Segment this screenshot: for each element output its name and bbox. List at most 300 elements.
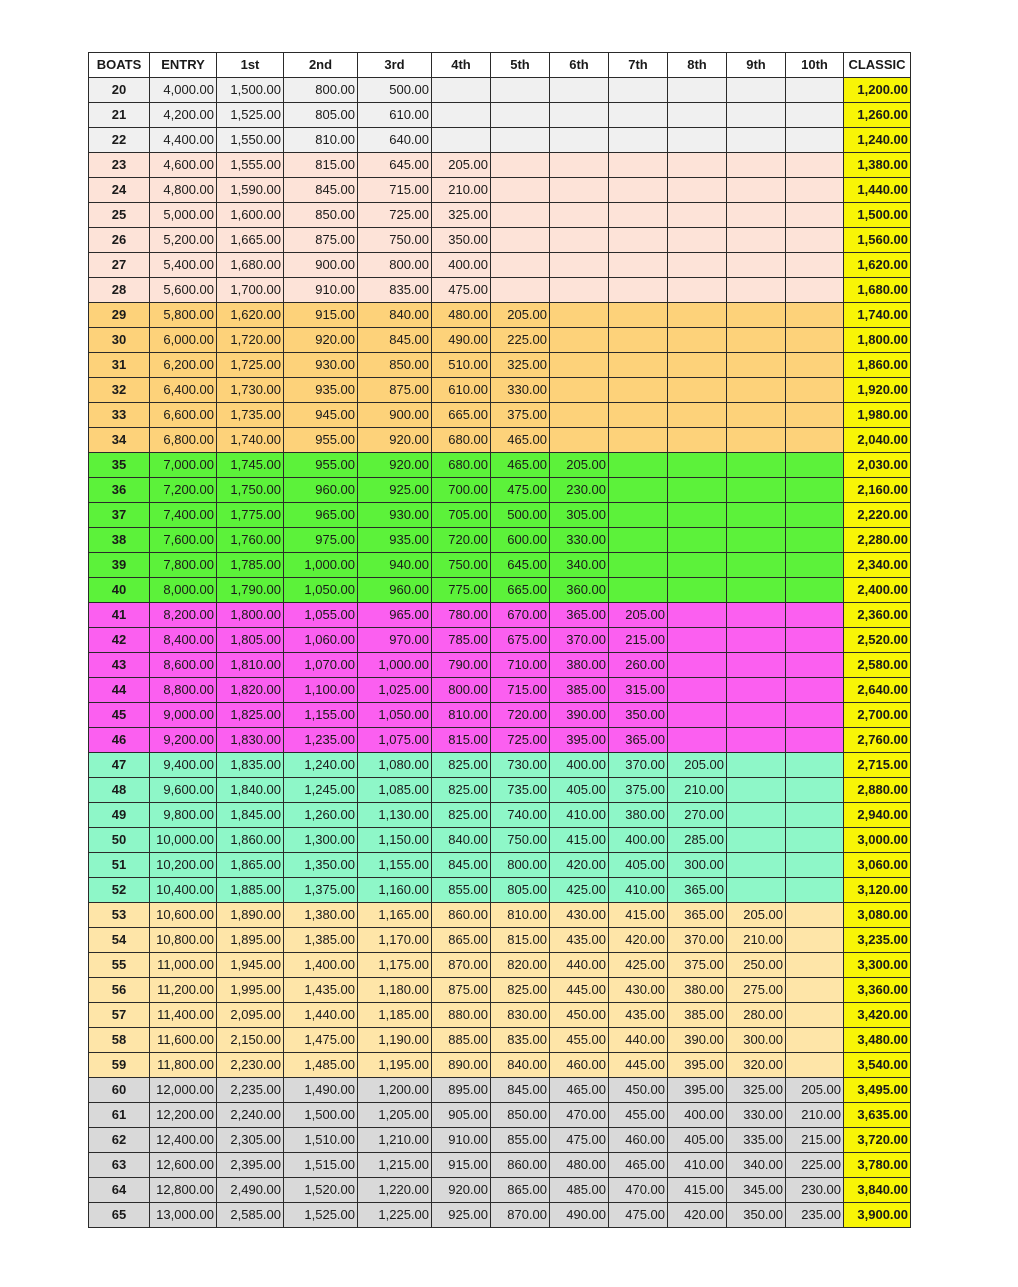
boats-cell: 60 [89,1078,150,1103]
table-row [89,353,911,378]
5th-cell: 375.00 [491,403,550,428]
6th-cell: 365.00 [550,603,609,628]
2nd-cell: 1,510.00 [284,1128,358,1153]
5th-cell: 325.00 [491,353,550,378]
8th-cell [668,478,727,503]
8th-cell [668,553,727,578]
10th-cell [786,953,844,978]
2nd-cell: 1,055.00 [284,603,358,628]
header-3rd: 3rd [358,53,432,78]
10th-cell [786,403,844,428]
3rd-cell: 715.00 [358,178,432,203]
boats-cell: 63 [89,1153,150,1178]
9th-cell: 340.00 [727,1153,786,1178]
3rd-cell: 965.00 [358,603,432,628]
9th-cell [727,728,786,753]
table-row [89,328,911,353]
classic-cell: 1,240.00 [844,128,911,153]
table-row [89,903,911,928]
classic-cell: 2,160.00 [844,478,911,503]
1st-cell: 1,860.00 [217,828,284,853]
7th-cell [609,578,668,603]
10th-cell [786,503,844,528]
classic-cell: 2,400.00 [844,578,911,603]
10th-cell [786,378,844,403]
classic-cell: 2,940.00 [844,803,911,828]
10th-cell [786,1053,844,1078]
entry-cell: 4,000.00 [150,78,217,103]
5th-cell: 465.00 [491,428,550,453]
8th-cell: 285.00 [668,828,727,853]
5th-cell [491,278,550,303]
6th-cell [550,303,609,328]
boats-cell: 36 [89,478,150,503]
classic-cell: 2,360.00 [844,603,911,628]
8th-cell: 300.00 [668,853,727,878]
3rd-cell: 1,190.00 [358,1028,432,1053]
classic-cell: 3,120.00 [844,878,911,903]
9th-cell [727,303,786,328]
5th-cell [491,103,550,128]
3rd-cell: 1,200.00 [358,1078,432,1103]
3rd-cell: 1,160.00 [358,878,432,903]
10th-cell [786,628,844,653]
entry-cell: 12,400.00 [150,1128,217,1153]
entry-cell: 4,600.00 [150,153,217,178]
7th-cell: 375.00 [609,778,668,803]
5th-cell: 720.00 [491,703,550,728]
1st-cell: 1,785.00 [217,553,284,578]
classic-cell: 3,540.00 [844,1053,911,1078]
boats-cell: 59 [89,1053,150,1078]
6th-cell: 405.00 [550,778,609,803]
entry-cell: 10,800.00 [150,928,217,953]
4th-cell: 825.00 [432,803,491,828]
classic-cell: 3,635.00 [844,1103,911,1128]
classic-cell: 3,060.00 [844,853,911,878]
entry-cell: 5,400.00 [150,253,217,278]
table-row [89,528,911,553]
2nd-cell: 1,525.00 [284,1203,358,1228]
9th-cell [727,278,786,303]
8th-cell [668,78,727,103]
5th-cell: 805.00 [491,878,550,903]
7th-cell: 410.00 [609,878,668,903]
10th-cell [786,803,844,828]
6th-cell: 455.00 [550,1028,609,1053]
4th-cell: 800.00 [432,678,491,703]
1st-cell: 1,700.00 [217,278,284,303]
entry-cell: 10,000.00 [150,828,217,853]
7th-cell: 215.00 [609,628,668,653]
table-row [89,503,911,528]
boats-cell: 35 [89,453,150,478]
8th-cell: 410.00 [668,1153,727,1178]
entry-cell: 7,200.00 [150,478,217,503]
8th-cell [668,353,727,378]
table-row [89,153,911,178]
1st-cell: 1,995.00 [217,978,284,1003]
6th-cell [550,378,609,403]
1st-cell: 1,885.00 [217,878,284,903]
1st-cell: 1,820.00 [217,678,284,703]
7th-cell: 380.00 [609,803,668,828]
2nd-cell: 1,060.00 [284,628,358,653]
header-6th: 6th [550,53,609,78]
6th-cell: 385.00 [550,678,609,703]
classic-cell: 2,220.00 [844,503,911,528]
boats-cell: 31 [89,353,150,378]
4th-cell: 475.00 [432,278,491,303]
5th-cell [491,78,550,103]
boats-cell: 55 [89,953,150,978]
classic-cell: 1,800.00 [844,328,911,353]
classic-cell: 2,280.00 [844,528,911,553]
table-row [89,78,911,103]
classic-cell: 3,080.00 [844,903,911,928]
3rd-cell: 960.00 [358,578,432,603]
3rd-cell: 845.00 [358,328,432,353]
table-row [89,278,911,303]
boats-cell: 22 [89,128,150,153]
5th-cell: 725.00 [491,728,550,753]
2nd-cell: 955.00 [284,453,358,478]
4th-cell: 700.00 [432,478,491,503]
1st-cell: 1,620.00 [217,303,284,328]
table-row [89,878,911,903]
entry-cell: 13,000.00 [150,1203,217,1228]
header-7th: 7th [609,53,668,78]
entry-cell: 10,400.00 [150,878,217,903]
8th-cell [668,128,727,153]
10th-cell [786,653,844,678]
entry-cell: 9,400.00 [150,753,217,778]
4th-cell: 825.00 [432,753,491,778]
6th-cell: 450.00 [550,1003,609,1028]
10th-cell [786,578,844,603]
9th-cell [727,678,786,703]
5th-cell: 465.00 [491,453,550,478]
table-row [89,303,911,328]
entry-cell: 7,600.00 [150,528,217,553]
8th-cell [668,178,727,203]
2nd-cell: 1,245.00 [284,778,358,803]
header-5th: 5th [491,53,550,78]
boats-cell: 61 [89,1103,150,1128]
10th-cell [786,478,844,503]
7th-cell: 420.00 [609,928,668,953]
boats-cell: 33 [89,403,150,428]
table-row [89,478,911,503]
classic-cell: 1,200.00 [844,78,911,103]
5th-cell: 330.00 [491,378,550,403]
8th-cell: 375.00 [668,953,727,978]
boats-cell: 50 [89,828,150,853]
classic-cell: 3,000.00 [844,828,911,853]
6th-cell: 420.00 [550,853,609,878]
9th-cell: 330.00 [727,1103,786,1128]
table-row [89,1203,911,1228]
table-row [89,1103,911,1128]
classic-cell: 3,420.00 [844,1003,911,1028]
1st-cell: 1,600.00 [217,203,284,228]
8th-cell: 420.00 [668,1203,727,1228]
7th-cell: 415.00 [609,903,668,928]
9th-cell [727,178,786,203]
3rd-cell: 1,215.00 [358,1153,432,1178]
header-10th: 10th [786,53,844,78]
table-row [89,928,911,953]
entry-cell: 11,400.00 [150,1003,217,1028]
table-row [89,728,911,753]
4th-cell: 780.00 [432,603,491,628]
5th-cell: 475.00 [491,478,550,503]
3rd-cell: 840.00 [358,303,432,328]
4th-cell: 855.00 [432,878,491,903]
4th-cell: 925.00 [432,1203,491,1228]
5th-cell: 845.00 [491,1078,550,1103]
3rd-cell: 1,050.00 [358,703,432,728]
4th-cell: 510.00 [432,353,491,378]
10th-cell [786,853,844,878]
8th-cell [668,503,727,528]
classic-cell: 3,300.00 [844,953,911,978]
boats-cell: 23 [89,153,150,178]
9th-cell [727,328,786,353]
entry-cell: 8,800.00 [150,678,217,703]
entry-cell: 11,800.00 [150,1053,217,1078]
9th-cell [727,778,786,803]
5th-cell: 735.00 [491,778,550,803]
8th-cell [668,728,727,753]
2nd-cell: 935.00 [284,378,358,403]
2nd-cell: 945.00 [284,403,358,428]
boats-cell: 65 [89,1203,150,1228]
10th-cell [786,153,844,178]
entry-cell: 4,400.00 [150,128,217,153]
1st-cell: 1,805.00 [217,628,284,653]
4th-cell: 915.00 [432,1153,491,1178]
4th-cell: 870.00 [432,953,491,978]
5th-cell: 825.00 [491,978,550,1003]
table-row [89,578,911,603]
boats-cell: 25 [89,203,150,228]
7th-cell [609,503,668,528]
8th-cell [668,103,727,128]
1st-cell: 1,555.00 [217,153,284,178]
7th-cell [609,453,668,478]
entry-cell: 5,200.00 [150,228,217,253]
classic-cell: 3,360.00 [844,978,911,1003]
entry-cell: 4,200.00 [150,103,217,128]
6th-cell: 330.00 [550,528,609,553]
4th-cell: 610.00 [432,378,491,403]
classic-cell: 1,860.00 [844,353,911,378]
table-row [89,1178,911,1203]
header-boats: BOATS [89,53,150,78]
10th-cell [786,928,844,953]
4th-cell: 825.00 [432,778,491,803]
5th-cell: 670.00 [491,603,550,628]
entry-cell: 9,600.00 [150,778,217,803]
classic-cell: 3,480.00 [844,1028,911,1053]
boats-cell: 54 [89,928,150,953]
9th-cell: 345.00 [727,1178,786,1203]
boats-cell: 34 [89,428,150,453]
5th-cell: 830.00 [491,1003,550,1028]
boats-cell: 46 [89,728,150,753]
10th-cell [786,528,844,553]
classic-cell: 1,980.00 [844,403,911,428]
3rd-cell: 1,185.00 [358,1003,432,1028]
2nd-cell: 1,440.00 [284,1003,358,1028]
table-row [89,603,911,628]
8th-cell [668,328,727,353]
2nd-cell: 1,380.00 [284,903,358,928]
1st-cell: 2,490.00 [217,1178,284,1203]
1st-cell: 1,740.00 [217,428,284,453]
6th-cell [550,153,609,178]
boats-cell: 44 [89,678,150,703]
5th-cell: 675.00 [491,628,550,653]
classic-cell: 2,030.00 [844,453,911,478]
3rd-cell: 800.00 [358,253,432,278]
1st-cell: 2,395.00 [217,1153,284,1178]
classic-cell: 2,640.00 [844,678,911,703]
6th-cell [550,228,609,253]
2nd-cell: 850.00 [284,203,358,228]
8th-cell [668,603,727,628]
10th-cell [786,828,844,853]
3rd-cell: 645.00 [358,153,432,178]
10th-cell [786,103,844,128]
table-row [89,428,911,453]
classic-cell: 3,900.00 [844,1203,911,1228]
2nd-cell: 1,475.00 [284,1028,358,1053]
1st-cell: 1,590.00 [217,178,284,203]
5th-cell [491,178,550,203]
9th-cell: 325.00 [727,1078,786,1103]
10th-cell [786,228,844,253]
boats-cell: 42 [89,628,150,653]
1st-cell: 1,895.00 [217,928,284,953]
3rd-cell: 940.00 [358,553,432,578]
2nd-cell: 930.00 [284,353,358,378]
6th-cell [550,353,609,378]
10th-cell [786,353,844,378]
4th-cell: 350.00 [432,228,491,253]
2nd-cell: 960.00 [284,478,358,503]
9th-cell: 320.00 [727,1053,786,1078]
2nd-cell: 1,385.00 [284,928,358,953]
9th-cell [727,878,786,903]
10th-cell [786,203,844,228]
table-row [89,853,911,878]
8th-cell: 400.00 [668,1103,727,1128]
3rd-cell: 920.00 [358,453,432,478]
4th-cell: 875.00 [432,978,491,1003]
entry-cell: 6,200.00 [150,353,217,378]
4th-cell [432,103,491,128]
entry-cell: 12,600.00 [150,1153,217,1178]
9th-cell: 205.00 [727,903,786,928]
table-row [89,678,911,703]
4th-cell: 205.00 [432,153,491,178]
9th-cell [727,553,786,578]
4th-cell [432,78,491,103]
8th-cell [668,403,727,428]
6th-cell: 395.00 [550,728,609,753]
1st-cell: 1,775.00 [217,503,284,528]
6th-cell: 410.00 [550,803,609,828]
5th-cell: 750.00 [491,828,550,853]
7th-cell [609,553,668,578]
boats-cell: 37 [89,503,150,528]
6th-cell: 305.00 [550,503,609,528]
1st-cell: 1,750.00 [217,478,284,503]
10th-cell [786,553,844,578]
8th-cell: 415.00 [668,1178,727,1203]
3rd-cell: 925.00 [358,478,432,503]
6th-cell: 470.00 [550,1103,609,1128]
1st-cell: 2,230.00 [217,1053,284,1078]
7th-cell [609,378,668,403]
5th-cell [491,153,550,178]
10th-cell: 235.00 [786,1203,844,1228]
1st-cell: 1,865.00 [217,853,284,878]
7th-cell: 350.00 [609,703,668,728]
7th-cell: 440.00 [609,1028,668,1053]
4th-cell: 885.00 [432,1028,491,1053]
boats-cell: 48 [89,778,150,803]
entry-cell: 12,800.00 [150,1178,217,1203]
table-row [89,628,911,653]
table-row [89,103,911,128]
8th-cell: 365.00 [668,878,727,903]
entry-cell: 6,600.00 [150,403,217,428]
3rd-cell: 610.00 [358,103,432,128]
header-8th: 8th [668,53,727,78]
4th-cell: 680.00 [432,453,491,478]
3rd-cell: 1,080.00 [358,753,432,778]
table-row [89,203,911,228]
1st-cell: 2,585.00 [217,1203,284,1228]
8th-cell [668,453,727,478]
4th-cell: 890.00 [432,1053,491,1078]
7th-cell [609,478,668,503]
classic-cell: 1,920.00 [844,378,911,403]
4th-cell: 845.00 [432,853,491,878]
10th-cell [786,678,844,703]
header-entry: ENTRY [150,53,217,78]
6th-cell: 435.00 [550,928,609,953]
8th-cell [668,428,727,453]
table-row [89,953,911,978]
classic-cell: 2,520.00 [844,628,911,653]
7th-cell: 445.00 [609,1053,668,1078]
table-row [89,1153,911,1178]
boats-cell: 64 [89,1178,150,1203]
6th-cell: 440.00 [550,953,609,978]
5th-cell: 500.00 [491,503,550,528]
table-row [89,553,911,578]
6th-cell: 425.00 [550,878,609,903]
2nd-cell: 1,000.00 [284,553,358,578]
1st-cell: 1,745.00 [217,453,284,478]
7th-cell: 450.00 [609,1078,668,1103]
9th-cell [727,628,786,653]
table-row [89,828,911,853]
